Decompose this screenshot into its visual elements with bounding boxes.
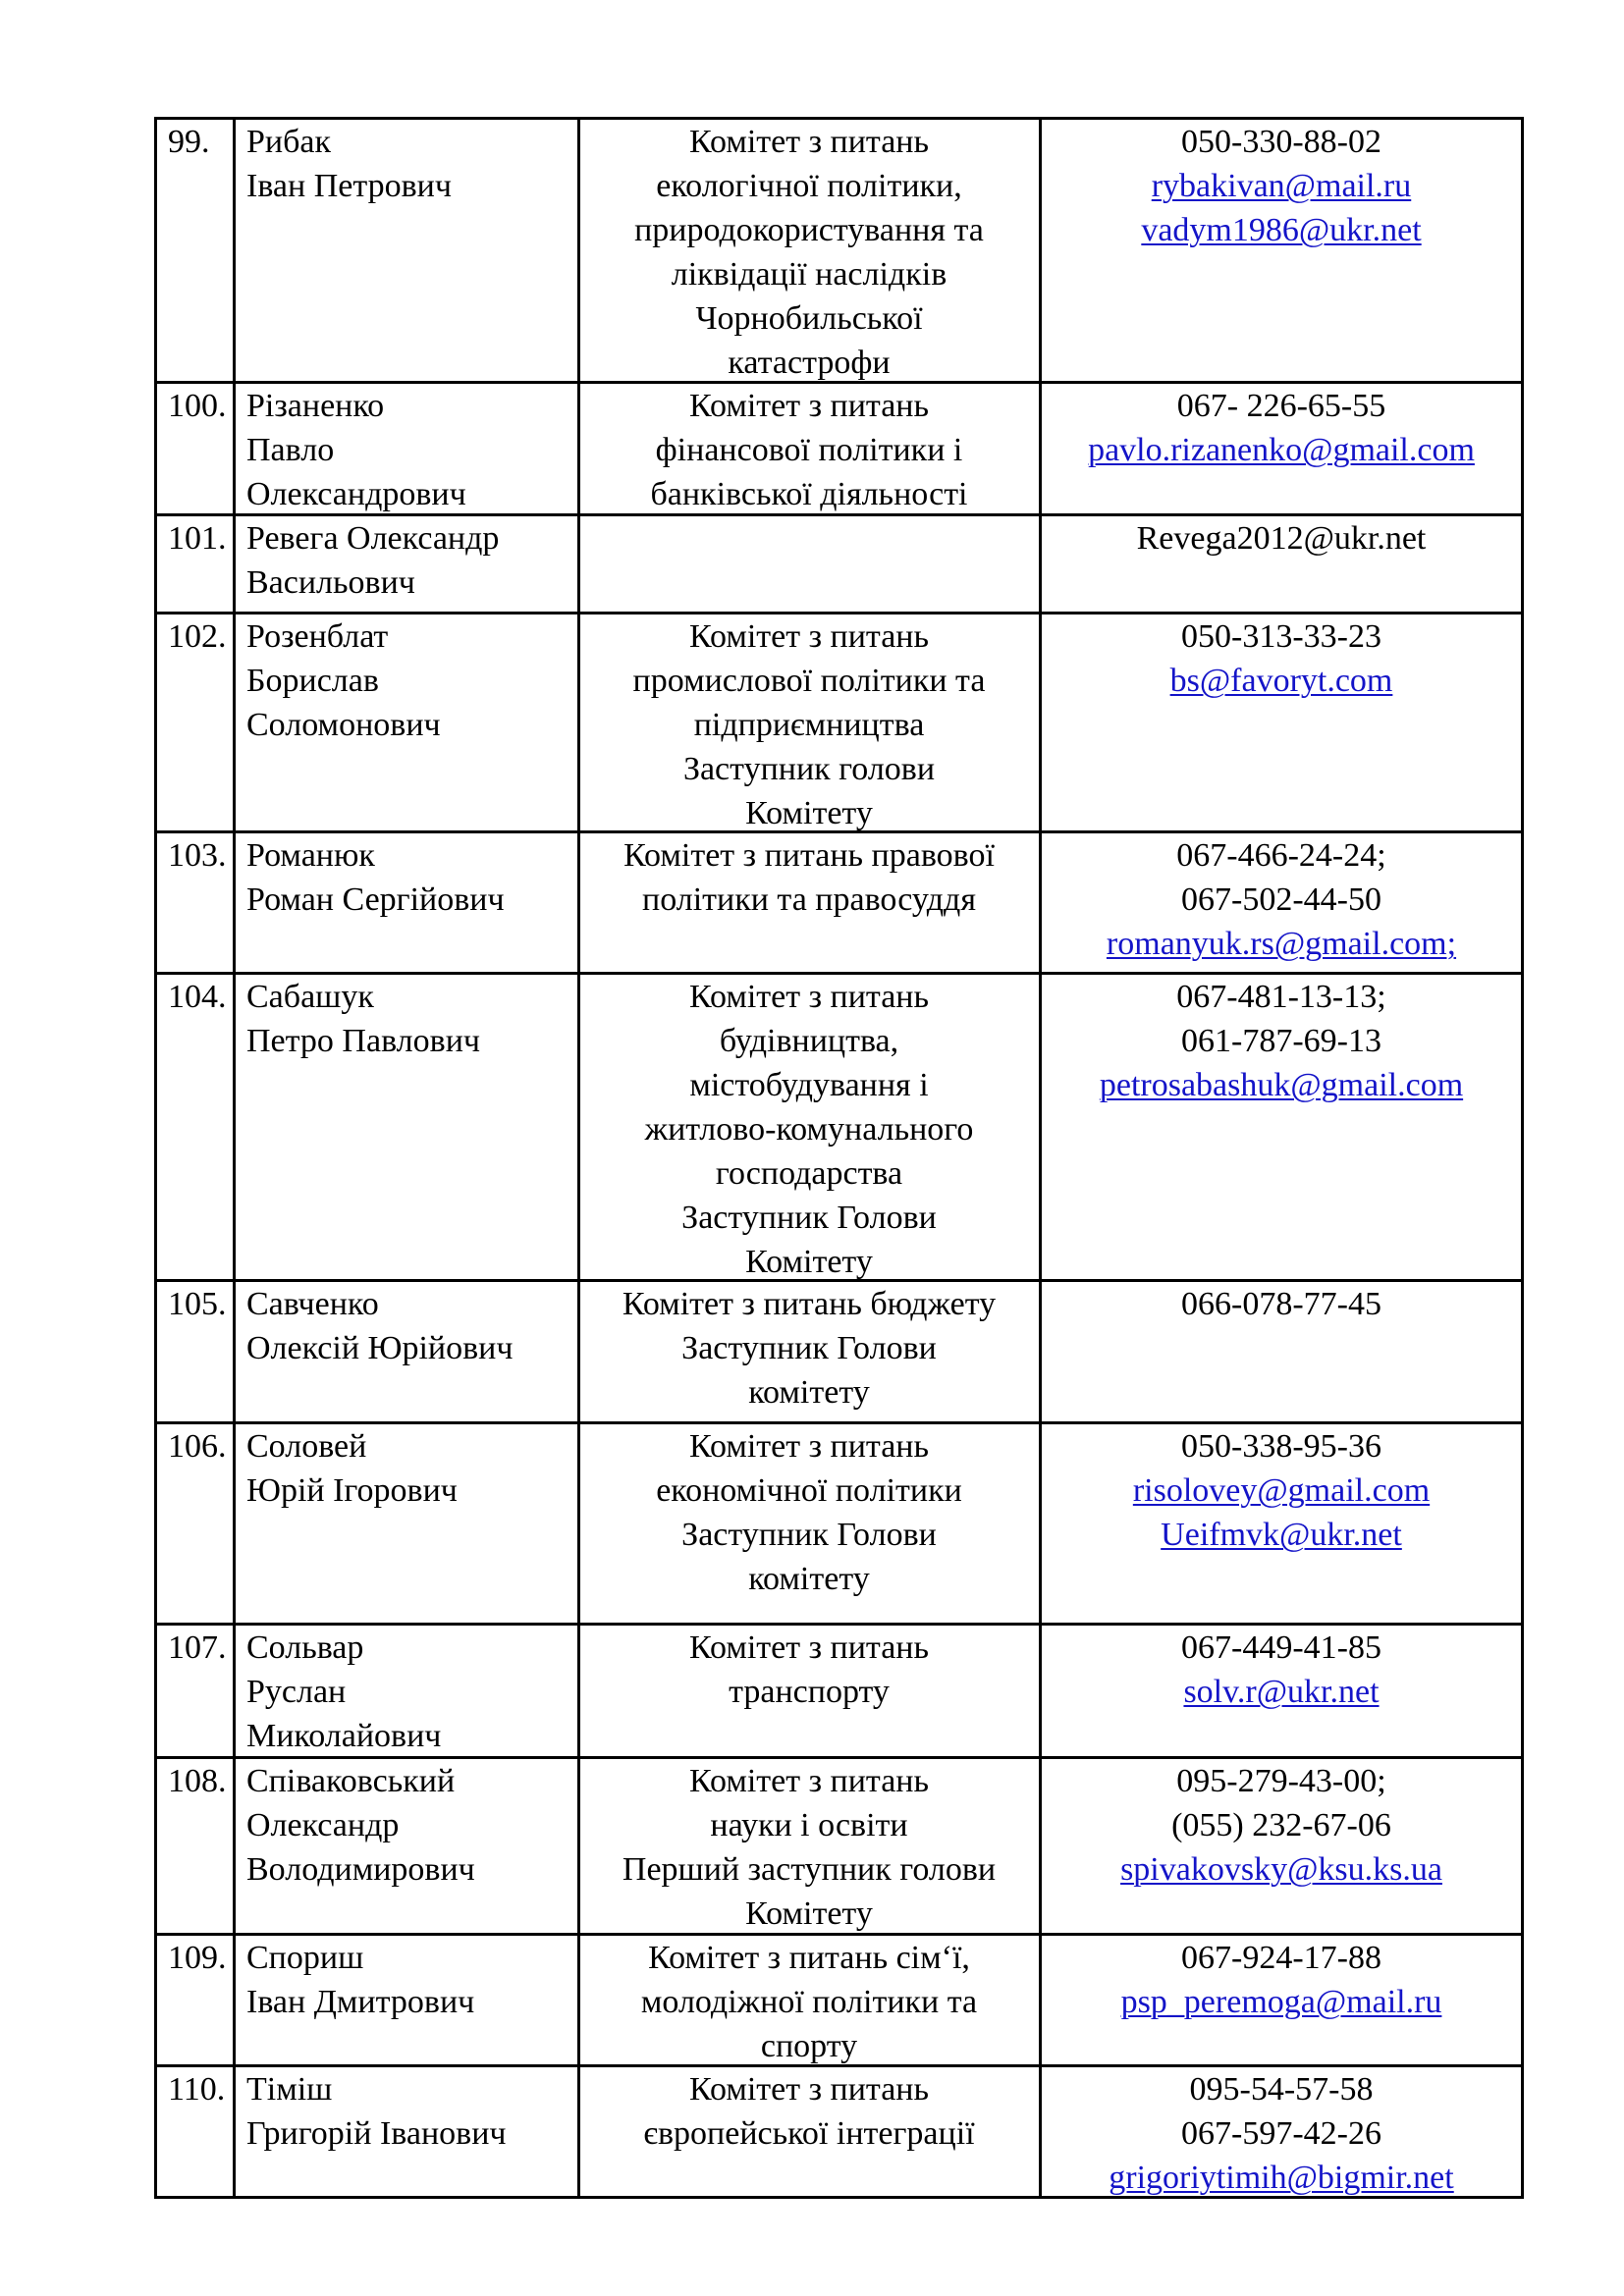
committee-line: Чорнобильської bbox=[695, 300, 923, 337]
deputy-name-line: Рибак bbox=[246, 124, 332, 160]
row-number: 104. bbox=[168, 979, 227, 1015]
deputy-name-line: Олександр bbox=[246, 1807, 400, 1843]
table-row bbox=[154, 1626, 1524, 1759]
contacts bbox=[1042, 833, 1521, 966]
committee-line: комітету bbox=[748, 1374, 870, 1411]
table-row bbox=[154, 833, 1524, 975]
committee-line: Заступник Голови bbox=[681, 1200, 937, 1236]
deputy-name-line: Петро Павлович bbox=[246, 1023, 480, 1059]
phone-number: 050-338-95-36 bbox=[1181, 1428, 1381, 1465]
committee-line: промислової політики та bbox=[632, 663, 986, 699]
email-link[interactable]: petrosabashuk@gmail.com bbox=[1099, 1067, 1464, 1103]
committee-line: фінансової політики і bbox=[655, 432, 963, 468]
deputy-name-line: Соловей bbox=[246, 1428, 367, 1465]
table-row bbox=[154, 384, 1524, 516]
deputy-name-line: Романюк bbox=[246, 837, 375, 874]
committee-line: Комітет з питань bbox=[689, 1629, 929, 1666]
row-number: 108. bbox=[168, 1763, 227, 1799]
phone-number: 067-449-41-85 bbox=[1181, 1629, 1381, 1666]
deputy-name bbox=[246, 1424, 580, 1513]
committee bbox=[580, 1626, 1038, 1714]
email-link[interactable]: grigoriytimih@bigmir.net bbox=[1109, 2160, 1454, 2196]
contacts bbox=[1042, 1626, 1521, 1714]
deputy-name-line: Співаковський bbox=[246, 1763, 456, 1799]
email-link[interactable]: Ueifmvk@ukr.net bbox=[1161, 1517, 1402, 1553]
phone-number: 066-078-77-45 bbox=[1181, 1286, 1381, 1322]
committee-line: європейської інтеграції bbox=[643, 2115, 975, 2152]
committee-line: економічної політики bbox=[656, 1472, 962, 1509]
phone-number: 095-279-43-00; bbox=[1176, 1763, 1386, 1799]
deputy-name bbox=[246, 1282, 580, 1370]
row-number: 99. bbox=[168, 124, 210, 160]
deputy-name-line: Тіміш bbox=[246, 2071, 333, 2108]
deputy-name-line: Соломонович bbox=[246, 707, 441, 743]
committee bbox=[580, 614, 1038, 835]
deputy-name-line: Спориш bbox=[246, 1940, 364, 1976]
committee-line: Комітет з питань bbox=[689, 2071, 929, 2108]
email-link[interactable]: romanyuk.rs@gmail.com; bbox=[1106, 926, 1457, 962]
table-row bbox=[154, 975, 1524, 1282]
email-link[interactable]: bs@favoryt.com bbox=[1169, 663, 1393, 699]
row-number: 101. bbox=[168, 520, 227, 557]
row-divider bbox=[154, 972, 1524, 975]
committee bbox=[580, 1424, 1038, 1601]
contacts bbox=[1042, 1936, 1521, 2024]
deputy-name bbox=[246, 1626, 580, 1758]
committee-line: екологічної політики, bbox=[656, 168, 962, 204]
deputy-name-line: Григорій Іванович bbox=[246, 2115, 507, 2152]
committee bbox=[580, 1282, 1038, 1415]
committee-line: Комітет з питань bbox=[689, 124, 929, 160]
deputy-name-line: Різаненко bbox=[246, 388, 385, 424]
deputy-name bbox=[246, 516, 580, 605]
committee-line: господарства bbox=[715, 1155, 903, 1192]
email-link[interactable]: risolovey@gmail.com bbox=[1132, 1472, 1431, 1509]
row-number: 106. bbox=[168, 1428, 227, 1465]
row-number: 103. bbox=[168, 837, 227, 874]
email-text: Revega2012@ukr.net bbox=[1136, 520, 1427, 557]
phone-number: 050-313-33-23 bbox=[1181, 618, 1381, 655]
deputy-name-line: Сабашук bbox=[246, 979, 374, 1015]
deputy-name-line: Іван Петрович bbox=[246, 168, 452, 204]
table-row bbox=[154, 120, 1524, 384]
deputy-name bbox=[246, 833, 580, 922]
contacts bbox=[1042, 614, 1521, 703]
table-row bbox=[154, 516, 1524, 614]
deputy-name-line: Ревега Олександр bbox=[246, 520, 500, 557]
deputy-name-line: Юрій Ігорович bbox=[246, 1472, 458, 1509]
committee bbox=[580, 1759, 1038, 1936]
phone-number: (055) 232-67-06 bbox=[1171, 1807, 1391, 1843]
row-divider bbox=[154, 1421, 1524, 1424]
committee-line: ліквідації наслідків bbox=[671, 256, 947, 293]
email-link[interactable]: pavlo.rizanenko@gmail.com bbox=[1088, 432, 1475, 468]
row-number: 105. bbox=[168, 1286, 227, 1322]
committee-line: житлово-комунального bbox=[644, 1111, 974, 1148]
deputy-name-line: Васильович bbox=[246, 564, 415, 601]
deputy-name bbox=[246, 384, 580, 516]
committee-line: транспорту bbox=[729, 1674, 890, 1710]
deputy-name-line: Павло bbox=[246, 432, 335, 468]
deputy-name bbox=[246, 975, 580, 1063]
committee-line: банківської діяльності bbox=[650, 476, 968, 512]
committee-line: Комітет з питань сім‘ї, bbox=[648, 1940, 970, 1976]
phone-number: 050-330-88-02 bbox=[1181, 124, 1381, 160]
committee-line: Комітет з питань бюджету bbox=[622, 1286, 997, 1322]
committee bbox=[580, 2067, 1038, 2156]
row-divider bbox=[154, 830, 1524, 833]
row-divider bbox=[154, 381, 1524, 384]
phone-number: 067- 226-65-55 bbox=[1176, 388, 1386, 424]
committee-line: Комітет з питань bbox=[689, 618, 929, 655]
contacts bbox=[1042, 516, 1521, 561]
committee-line: Комітет з питань bbox=[689, 979, 929, 1015]
phone-number: 067-481-13-13; bbox=[1176, 979, 1386, 1015]
committee bbox=[580, 833, 1038, 922]
row-number: 110. bbox=[168, 2071, 226, 2108]
table-row bbox=[154, 1936, 1524, 2067]
row-divider bbox=[154, 612, 1524, 614]
table-row bbox=[154, 2067, 1524, 2202]
committee bbox=[580, 384, 1038, 516]
phone-number: 067-924-17-88 bbox=[1181, 1940, 1381, 1976]
row-number: 109. bbox=[168, 1940, 227, 1976]
email-link[interactable]: spivakovsky@ksu.ks.ua bbox=[1120, 1851, 1442, 1888]
phone-number: 061-787-69-13 bbox=[1181, 1023, 1381, 1059]
row-divider bbox=[154, 2064, 1524, 2067]
committee-line: катастрофи bbox=[728, 345, 891, 381]
table-row bbox=[154, 614, 1524, 833]
table-row bbox=[154, 1282, 1524, 1424]
committee-line: природокористування та bbox=[634, 212, 984, 248]
committee-line: Комітет з питань bbox=[689, 1428, 929, 1465]
row-divider bbox=[154, 1623, 1524, 1626]
deputy-name-line: Володимирович bbox=[246, 1851, 475, 1888]
table-row bbox=[154, 1424, 1524, 1626]
deputy-name-line: Савченко bbox=[246, 1286, 379, 1322]
row-divider bbox=[154, 513, 1524, 516]
contacts bbox=[1042, 1424, 1521, 1557]
email-link[interactable]: solv.r@ukr.net bbox=[1183, 1674, 1380, 1710]
deputy-name bbox=[246, 120, 580, 208]
phone-number: 067-502-44-50 bbox=[1181, 881, 1381, 918]
contacts bbox=[1042, 1759, 1521, 1892]
deputy-name-line: Сольвар bbox=[246, 1629, 364, 1666]
committee-line: Комітет з питань bbox=[689, 1763, 929, 1799]
committee-line: спорту bbox=[760, 2028, 858, 2064]
committee-line: Заступник Голови bbox=[681, 1330, 937, 1366]
committee-line: науки і освіти bbox=[710, 1807, 908, 1843]
contacts bbox=[1042, 975, 1521, 1107]
deputy-name-line: Роман Сергійович bbox=[246, 881, 505, 918]
row-number: 107. bbox=[168, 1629, 227, 1666]
contacts bbox=[1042, 120, 1521, 252]
email-link[interactable]: psp_peremoga@mail.ru bbox=[1120, 1984, 1442, 2020]
committee-line: підприємництва bbox=[693, 707, 925, 743]
contacts bbox=[1042, 384, 1521, 472]
committee bbox=[580, 975, 1038, 1284]
deputy-name bbox=[246, 2067, 580, 2156]
deputy-name bbox=[246, 614, 580, 747]
deputy-name-line: Миколайович bbox=[246, 1718, 442, 1754]
row-number: 100. bbox=[168, 388, 227, 424]
committee bbox=[580, 1936, 1038, 2068]
phone-number: 067-597-42-26 bbox=[1181, 2115, 1381, 2152]
email-link[interactable]: rybakivan@mail.ru bbox=[1151, 168, 1412, 204]
committee-line: Комітету bbox=[745, 795, 873, 831]
committee-line: Комітет з питань правової bbox=[623, 837, 995, 874]
deputy-name bbox=[246, 1759, 580, 1892]
row-divider bbox=[154, 1756, 1524, 1759]
committee-line: Перший заступник голови bbox=[622, 1851, 997, 1888]
contacts bbox=[1042, 1282, 1521, 1326]
committee-line: політики та правосуддя bbox=[642, 881, 976, 918]
phone-number: 095-54-57-58 bbox=[1189, 2071, 1374, 2108]
deputy-name-line: Руслан bbox=[246, 1674, 347, 1710]
committee-line: молодіжної політики та bbox=[640, 1984, 978, 2020]
committee-line: Комітету bbox=[745, 1896, 873, 1932]
deputy-name-line: Олексій Юрійович bbox=[246, 1330, 514, 1366]
table-row bbox=[154, 1759, 1524, 1936]
row-number: 102. bbox=[168, 618, 227, 655]
committee-line: комітету bbox=[748, 1561, 870, 1597]
deputy-name-line: Олександрович bbox=[246, 476, 466, 512]
deputy-name bbox=[246, 1936, 580, 2024]
committee-line: Заступник голови bbox=[682, 751, 936, 787]
deputy-name-line: Іван Дмитрович bbox=[246, 1984, 475, 2020]
committee-line: містобудування і bbox=[689, 1067, 929, 1103]
row-divider bbox=[154, 1279, 1524, 1282]
committee-line: Комітету bbox=[745, 1244, 873, 1280]
email-link[interactable]: vadym1986@ukr.net bbox=[1141, 212, 1422, 248]
deputy-name-line: Борислав bbox=[246, 663, 379, 699]
committee-line: Комітет з питань bbox=[689, 388, 929, 424]
committee bbox=[580, 120, 1038, 385]
phone-number: 067-466-24-24; bbox=[1176, 837, 1386, 874]
committee-line: будівництва, bbox=[719, 1023, 899, 1059]
contacts bbox=[1042, 2067, 1521, 2200]
row-divider bbox=[154, 1933, 1524, 1936]
deputy-name-line: Розенблат bbox=[246, 618, 389, 655]
committee-line: Заступник Голови bbox=[681, 1517, 937, 1553]
